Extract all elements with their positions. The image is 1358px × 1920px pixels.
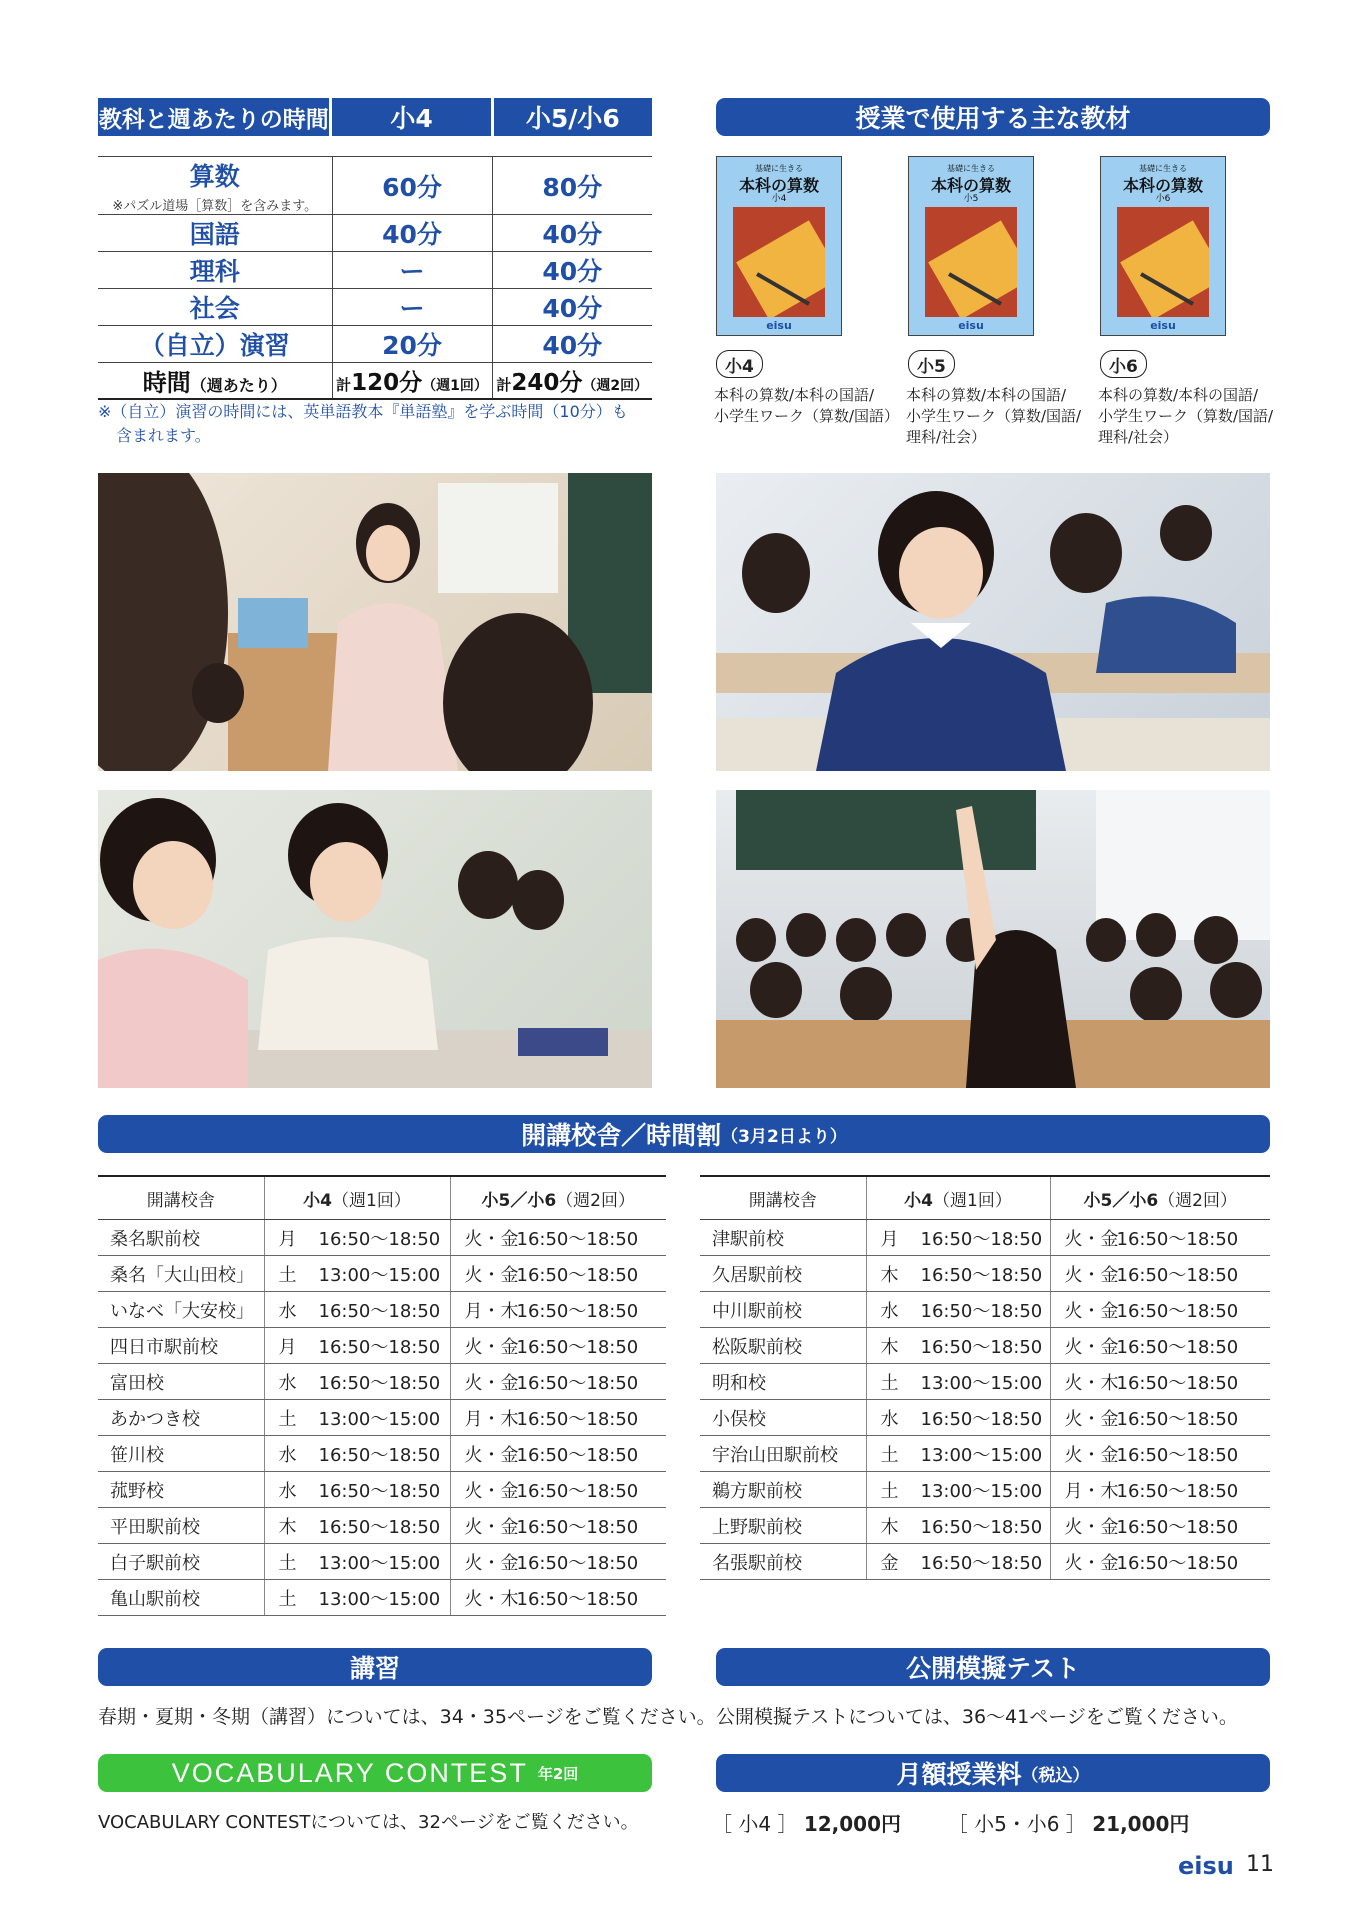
g56-schedule (1050, 1328, 1270, 1364)
subject-footnote: ※（自立）演習の時間には、英単語教本『単語塾』を学ぶ時間（10分）も 含まれます。 (98, 402, 628, 445)
total-label: 時間（週あたり） (98, 363, 332, 400)
g4-cell: 20分 (332, 326, 492, 363)
grade-badge: 小6 (1100, 350, 1147, 378)
girl-writing-illustration (716, 473, 1270, 771)
school-name: 名張駅前校 (700, 1544, 866, 1580)
mogi-title: 公開模擬テスト (716, 1648, 1270, 1686)
g56-day: 火・金 (1064, 1516, 1119, 1538)
col-school: 開講校舎 (700, 1176, 866, 1220)
g56-day: 火・金 (1064, 1300, 1119, 1322)
g4-time: 13:00〜15:00 (920, 1480, 1043, 1502)
koshu-text: 春期・夏期・冬期（講習）については、34・35ページをご覧ください。 (98, 1706, 716, 1728)
g4-schedule (866, 1292, 1050, 1328)
g4-schedule (866, 1436, 1050, 1472)
g56-schedule (1050, 1364, 1270, 1400)
fee-g56-value: 21,000円 (1092, 1812, 1190, 1836)
g56-day: 月・木 (464, 1408, 519, 1430)
g56-time: 16:50〜18:50 (1116, 1444, 1239, 1466)
g56-schedule (1050, 1508, 1270, 1544)
g56-schedule (450, 1436, 666, 1472)
g56-day: 火・金 (464, 1336, 519, 1358)
header-subject: 教科と週あたりの時間 (98, 98, 329, 136)
g4-schedule (866, 1544, 1050, 1580)
g4-cell: ー (332, 289, 492, 326)
g4-time: 13:00〜15:00 (920, 1372, 1043, 1394)
g4-day: 水 (278, 1372, 297, 1394)
g56-time: 16:50〜18:50 (516, 1372, 639, 1394)
schedule-title: 開講校舎／時間割 （3月2日より） (98, 1115, 1270, 1153)
g56-time: 16:50〜18:50 (516, 1408, 639, 1430)
koshu-title: 講習 (98, 1648, 652, 1686)
g4-schedule (264, 1580, 450, 1616)
total-g56: 計240分（週2回） (492, 363, 652, 400)
g56-time: 16:50〜18:50 (516, 1444, 639, 1466)
table-row (98, 289, 652, 326)
g56-schedule (450, 1544, 666, 1580)
table-row (700, 1544, 1270, 1580)
fee-g56-label: ［ 小5・小6 ］ (947, 1812, 1086, 1836)
vocab-title: VOCABULARY CONTEST 年2回 (98, 1754, 652, 1792)
table-row (98, 1472, 666, 1508)
subject-cell: 国語 (98, 215, 332, 252)
g4-time: 16:50〜18:50 (920, 1516, 1043, 1538)
table-row (98, 1508, 666, 1544)
g4-schedule (264, 1472, 450, 1508)
table-row (98, 1436, 666, 1472)
g4-time: 16:50〜18:50 (318, 1228, 441, 1250)
g4-time: 13:00〜15:00 (318, 1552, 441, 1574)
eisu-logo: eisu (766, 319, 792, 332)
g4-day: 木 (880, 1516, 899, 1538)
g4-day: 木 (880, 1264, 899, 1286)
eisu-logo: eisu (1178, 1852, 1234, 1880)
total-row (98, 363, 652, 400)
g56-time: 16:50〜18:50 (516, 1300, 639, 1322)
mogi-text: 公開模擬テストについては、36〜41ページをご覧ください。 (716, 1706, 1238, 1728)
classroom-photo (98, 790, 652, 1088)
g56-schedule (450, 1220, 666, 1256)
table-row (98, 215, 652, 252)
eisu-logo: eisu (958, 319, 984, 332)
g4-schedule (264, 1292, 450, 1328)
g56-schedule (1050, 1436, 1270, 1472)
table-row (700, 1472, 1270, 1508)
header-g56: 小5/小6 (491, 98, 652, 136)
g4-schedule (264, 1508, 450, 1544)
g56-schedule (450, 1292, 666, 1328)
classroom-photo (716, 473, 1270, 771)
g4-time: 16:50〜18:50 (920, 1336, 1043, 1358)
table-row (98, 1400, 666, 1436)
school-name: 四日市駅前校 (98, 1328, 264, 1364)
g4-time: 13:00〜15:00 (318, 1408, 441, 1430)
col-g4: 小4（週1回） (866, 1176, 1050, 1220)
g56-day: 火・金 (464, 1372, 519, 1394)
g4-schedule (866, 1400, 1050, 1436)
g4-time: 16:50〜18:50 (318, 1516, 441, 1538)
subject-cell: 算数 ※パズル道場［算数］を含みます。 (98, 157, 332, 215)
school-name: 鵜方駅前校 (700, 1472, 866, 1508)
school-name: 菰野校 (98, 1472, 264, 1508)
schedule-table-right (700, 1175, 1270, 1580)
g4-schedule (866, 1220, 1050, 1256)
g56-time: 16:50〜18:50 (516, 1516, 639, 1538)
g4-day: 月 (278, 1228, 297, 1250)
g56-time: 16:50〜18:50 (1116, 1372, 1239, 1394)
fee-title: 月額授業料 （税込） (716, 1754, 1270, 1792)
header-g4: 小4 (329, 98, 490, 136)
g4-day: 土 (880, 1480, 899, 1502)
eisu-logo: eisu (1150, 319, 1176, 332)
subject-cell: 社会 (98, 289, 332, 326)
g56-cell: 40分 (492, 289, 652, 326)
school-name: 富田校 (98, 1364, 264, 1400)
subject-table-header (98, 98, 652, 136)
grade-badge: 小5 (908, 350, 955, 378)
g4-day: 木 (880, 1336, 899, 1358)
g56-day: 月・木 (1064, 1480, 1119, 1502)
textbooks-title: 授業で使用する主な教材 (716, 98, 1270, 136)
table-row (700, 1400, 1270, 1436)
schedule-table-left (98, 1175, 666, 1616)
g4-time: 16:50〜18:50 (920, 1552, 1043, 1574)
g4-day: 木 (278, 1516, 297, 1538)
g4-day: 水 (278, 1444, 297, 1466)
textbook-desc: 本科の算数/本科の国語/ 小学生ワーク（算数/国語/ 理科/社会） (906, 386, 1082, 446)
g4-time: 13:00〜15:00 (318, 1264, 441, 1286)
g4-schedule (866, 1508, 1050, 1544)
table-row (98, 1256, 666, 1292)
col-g56: 小5／小6（週2回） (450, 1176, 666, 1220)
g56-time: 16:50〜18:50 (1116, 1264, 1239, 1286)
page-number: 11 (1246, 1852, 1274, 1877)
g4-day: 土 (278, 1552, 297, 1574)
g56-time: 16:50〜18:50 (1116, 1516, 1239, 1538)
table-row (98, 1544, 666, 1580)
g4-time: 13:00〜15:00 (318, 1588, 441, 1610)
school-name: 中川駅前校 (700, 1292, 866, 1328)
textbook-cover: 基礎に生きる 本科の算数 小5 eisu (908, 156, 1034, 336)
table-row (700, 1292, 1270, 1328)
textbook-desc: 本科の算数/本科の国語/ 小学生ワーク（算数/国語/ 理科/社会） (1098, 386, 1274, 446)
school-name: 白子駅前校 (98, 1544, 264, 1580)
g4-schedule (866, 1256, 1050, 1292)
table-row (700, 1508, 1270, 1544)
g56-cell: 40分 (492, 252, 652, 289)
g56-time: 16:50〜18:50 (516, 1552, 639, 1574)
school-name: いなべ「大安校」 (98, 1292, 264, 1328)
table-row (700, 1436, 1270, 1472)
g4-day: 水 (880, 1300, 899, 1322)
cover-art (1117, 207, 1209, 317)
table-row (98, 157, 652, 215)
table-row (98, 1292, 666, 1328)
g56-time: 16:50〜18:50 (1116, 1408, 1239, 1430)
g4-schedule (866, 1328, 1050, 1364)
g4-time: 16:50〜18:50 (318, 1336, 441, 1358)
textbook-cover: 基礎に生きる 本科の算数 小4 eisu (716, 156, 842, 336)
school-name: 久居駅前校 (700, 1256, 866, 1292)
subject-table (98, 156, 652, 400)
classroom-photo (716, 790, 1270, 1088)
g56-time: 16:50〜18:50 (516, 1480, 639, 1502)
g4-time: 16:50〜18:50 (318, 1480, 441, 1502)
g56-time: 16:50〜18:50 (516, 1336, 639, 1358)
g4-time: 16:50〜18:50 (318, 1300, 441, 1322)
g56-schedule (450, 1328, 666, 1364)
subject-note: ※パズル道場［算数］を含みます。 (112, 199, 318, 214)
school-name: 明和校 (700, 1364, 866, 1400)
g56-day: 火・金 (1064, 1552, 1119, 1574)
g56-day: 月・木 (464, 1300, 519, 1322)
g4-day: 月 (880, 1228, 899, 1250)
g56-day: 火・金 (464, 1480, 519, 1502)
cover-art (925, 207, 1017, 317)
g56-schedule (450, 1364, 666, 1400)
g56-day: 火・金 (464, 1516, 519, 1538)
g4-time: 16:50〜18:50 (920, 1408, 1043, 1430)
g4-day: 水 (278, 1480, 297, 1502)
school-name: 桑名「大山田校」 (98, 1256, 264, 1292)
g56-schedule (1050, 1256, 1270, 1292)
school-name: あかつき校 (98, 1400, 264, 1436)
g4-schedule (264, 1436, 450, 1472)
g4-day: 水 (880, 1408, 899, 1430)
g4-schedule (264, 1400, 450, 1436)
table-row (98, 1328, 666, 1364)
fee-g4-label: ［ 小4 ］ (712, 1812, 798, 1836)
g56-cell: 40分 (492, 215, 652, 252)
col-g4: 小4（週1回） (264, 1176, 450, 1220)
g56-schedule (450, 1400, 666, 1436)
school-name: 宇治山田駅前校 (700, 1436, 866, 1472)
g56-day: 火・金 (1064, 1336, 1119, 1358)
g56-time: 16:50〜18:50 (1116, 1336, 1239, 1358)
fee-text (712, 1808, 1189, 1837)
g4-schedule (264, 1328, 450, 1364)
table-row (700, 1328, 1270, 1364)
school-name: 亀山駅前校 (98, 1580, 264, 1616)
g56-cell: 40分 (492, 326, 652, 363)
table-row (98, 1220, 666, 1256)
g4-day: 土 (880, 1372, 899, 1394)
table-row (98, 326, 652, 363)
table-row (98, 252, 652, 289)
g56-schedule (450, 1472, 666, 1508)
g56-day: 火・木 (1064, 1372, 1119, 1394)
g56-schedule (1050, 1544, 1270, 1580)
g4-cell: 40分 (332, 215, 492, 252)
classroom-photo (98, 473, 652, 771)
grade-badge: 小4 (716, 350, 763, 378)
school-name: 平田駅前校 (98, 1508, 264, 1544)
g56-day: 火・金 (1064, 1408, 1119, 1430)
g56-time: 16:50〜18:50 (516, 1588, 639, 1610)
g4-time: 16:50〜18:50 (920, 1228, 1043, 1250)
g56-schedule (450, 1508, 666, 1544)
g4-time: 16:50〜18:50 (318, 1444, 441, 1466)
school-name: 笹川校 (98, 1436, 264, 1472)
g56-day: 火・金 (464, 1264, 519, 1286)
g56-schedule (450, 1580, 666, 1616)
table-row (700, 1256, 1270, 1292)
table-row (98, 1364, 666, 1400)
table-row (700, 1220, 1270, 1256)
g4-schedule (264, 1364, 450, 1400)
g56-cell: 80分 (492, 157, 652, 215)
g56-time: 16:50〜18:50 (516, 1228, 639, 1250)
students-listening-illustration (98, 790, 652, 1088)
g4-cell: ー (332, 252, 492, 289)
textbook-desc: 本科の算数/本科の国語/ 小学生ワーク（算数/国語） (714, 386, 900, 425)
g56-day: 火・金 (1064, 1264, 1119, 1286)
table-row (700, 1364, 1270, 1400)
school-name: 松阪駅前校 (700, 1328, 866, 1364)
col-school: 開講校舎 (98, 1176, 264, 1220)
school-name: 桑名駅前校 (98, 1220, 264, 1256)
g4-time: 16:50〜18:50 (920, 1300, 1043, 1322)
g56-day: 火・金 (464, 1552, 519, 1574)
g4-schedule (264, 1220, 450, 1256)
g4-time: 16:50〜18:50 (318, 1372, 441, 1394)
g56-schedule (1050, 1292, 1270, 1328)
g56-time: 16:50〜18:50 (1116, 1300, 1239, 1322)
col-g56: 小5／小6（週2回） (1050, 1176, 1270, 1220)
g4-schedule (264, 1544, 450, 1580)
subject-cell: （自立）演習 (98, 326, 332, 363)
g4-schedule (264, 1256, 450, 1292)
g4-day: 土 (278, 1588, 297, 1610)
g4-day: 土 (278, 1408, 297, 1430)
g4-day: 土 (880, 1444, 899, 1466)
g56-schedule (1050, 1220, 1270, 1256)
table-row (98, 1580, 666, 1616)
cover-art (733, 207, 825, 317)
g56-day: 火・金 (464, 1444, 519, 1466)
g56-day: 火・木 (464, 1588, 519, 1610)
school-name: 津駅前校 (700, 1220, 866, 1256)
teacher-with-students-illustration (98, 473, 652, 771)
g4-time: 13:00〜15:00 (920, 1444, 1043, 1466)
g56-schedule (1050, 1472, 1270, 1508)
g4-day: 土 (278, 1264, 297, 1286)
raised-hand-illustration (716, 790, 1270, 1088)
g4-day: 水 (278, 1300, 297, 1322)
g4-cell: 60分 (332, 157, 492, 215)
school-name: 小俣校 (700, 1400, 866, 1436)
textbook-cover: 基礎に生きる 本科の算数 小6 eisu (1100, 156, 1226, 336)
g56-time: 16:50〜18:50 (1116, 1480, 1239, 1502)
g56-time: 16:50〜18:50 (1116, 1552, 1239, 1574)
g56-time: 16:50〜18:50 (516, 1264, 639, 1286)
g4-day: 月 (278, 1336, 297, 1358)
subject-cell: 理科 (98, 252, 332, 289)
g56-day: 火・金 (464, 1228, 519, 1250)
g56-day: 火・金 (1064, 1228, 1119, 1250)
fee-g4-value: 12,000円 (803, 1812, 901, 1836)
g56-schedule (1050, 1400, 1270, 1436)
g56-time: 16:50〜18:50 (1116, 1228, 1239, 1250)
school-name: 上野駅前校 (700, 1508, 866, 1544)
g4-schedule (866, 1364, 1050, 1400)
total-g4: 計120分（週1回） (332, 363, 492, 400)
g4-time: 16:50〜18:50 (920, 1264, 1043, 1286)
g56-schedule (450, 1256, 666, 1292)
vocab-text: VOCABULARY CONTESTについては、32ページをご覧ください。 (98, 1812, 639, 1833)
g4-day: 金 (880, 1552, 899, 1574)
g4-schedule (866, 1472, 1050, 1508)
g56-day: 火・金 (1064, 1444, 1119, 1466)
